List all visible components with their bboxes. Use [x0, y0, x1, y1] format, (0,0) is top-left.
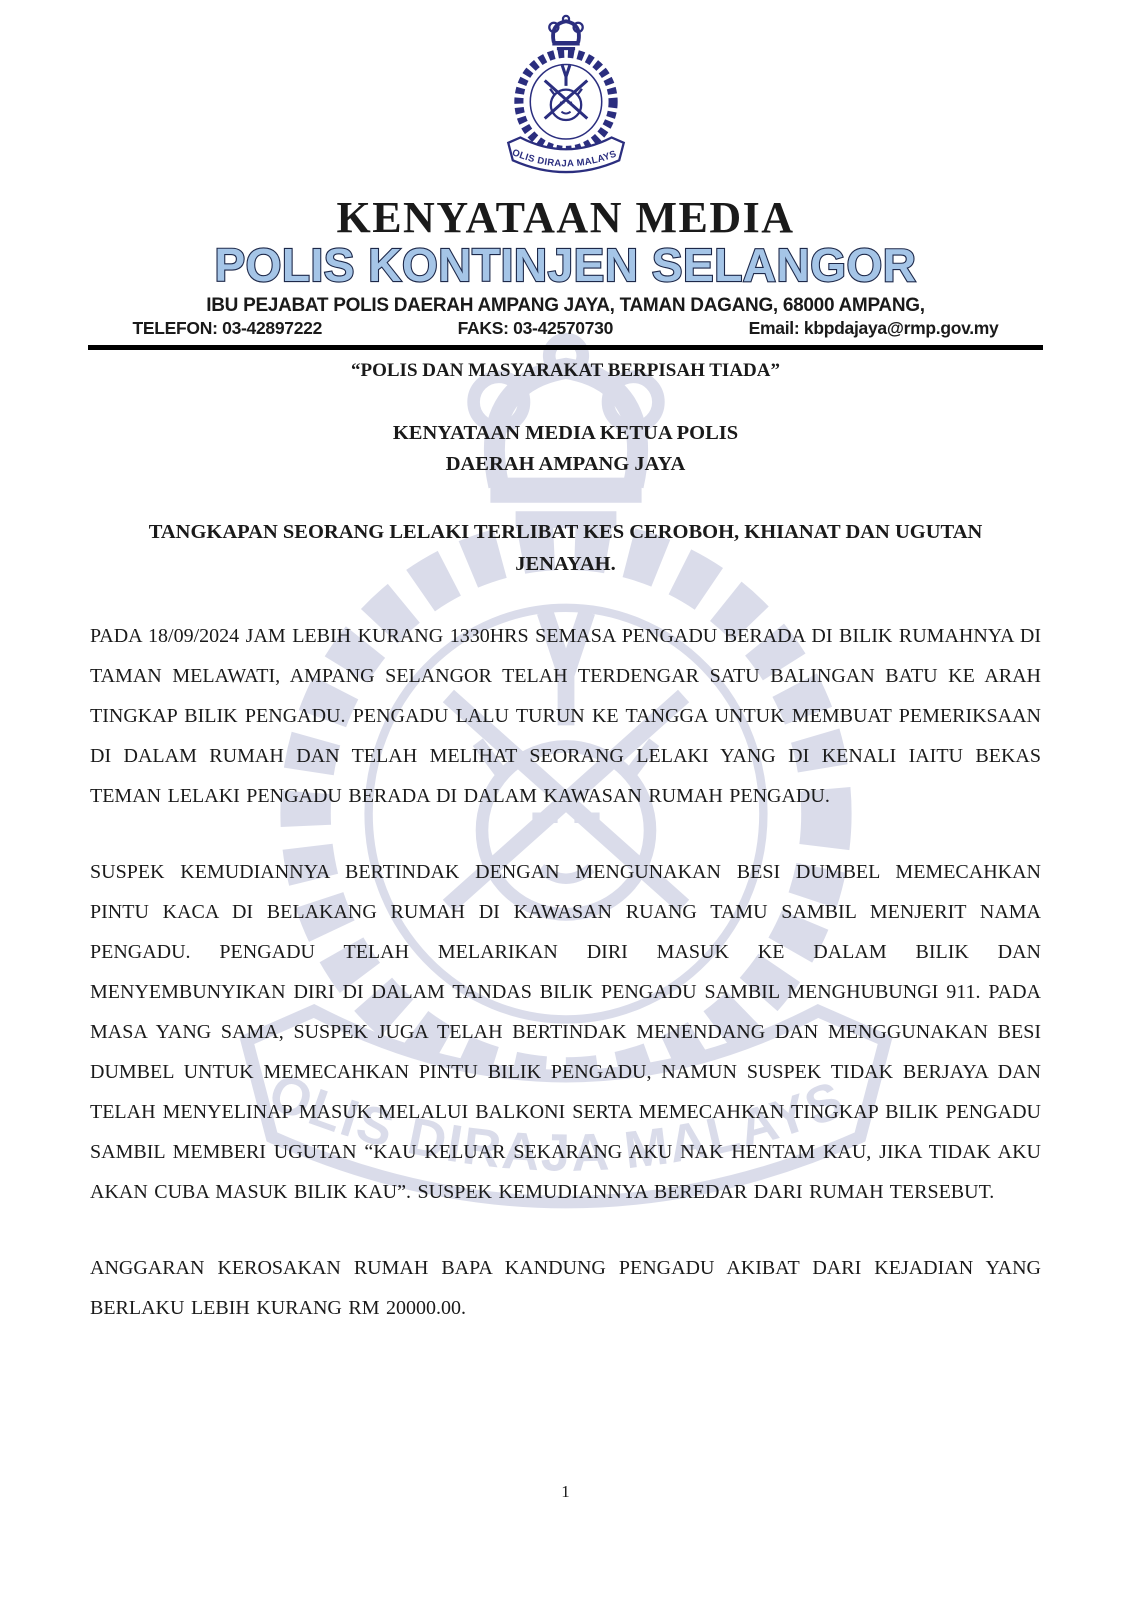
heading-line-1: KENYATAAN MEDIA KETUA POLIS	[392, 421, 739, 444]
contingent-title: POLIS KONTINJEN SELANGOR	[214, 239, 917, 291]
subject-title: TANGKAPAN SEORANG LELAKI TERLIBAT KES CEROBOH, KHIANAT DAN UGUTAN JENAYAH.	[148, 520, 983, 575]
letterhead	[0, 0, 1131, 382]
header-divider	[88, 345, 1043, 350]
email-value: Email: kbpdajaya@rmp.gov.my	[748, 317, 999, 338]
paragraph-3: ANGGARAN KEROSAKAN RUMAH BAPA KANDUNG PENGADU AKIBAT DARI KEJADIAN YANG BERLAKU LEBIH KURANG RM 20000.00.	[90, 1256, 1041, 1319]
contact-row	[133, 319, 999, 338]
address-line: IBU PEJABAT POLIS DAERAH AMPANG JAYA, TAMAN DAGANG, 68000 AMPANG,	[206, 294, 925, 316]
page-title: KENYATAAN MEDIA	[336, 193, 795, 242]
heading-line-2: DAERAH AMPANG JAYA	[445, 452, 686, 475]
motto-text: “POLIS DAN MASYARAKAT BERPISAH TIADA”	[351, 360, 780, 382]
document-heading	[0, 418, 1131, 480]
document-body	[90, 616, 1041, 1328]
faks-value: FAKS: 03-42570730	[457, 317, 614, 338]
paragraph-2: SUSPEK KEMUDIANNYA BERTINDAK DENGAN MENGUNAKAN BESI DUMBEL MEMECAHKAN PINTU KACA DI BELAKANG RUMAH DI KAWASAN RUANG TAMU SAMBIL MENJERIT NAMA PENGADU. PENGADU TELAH MELARIKAN DIRI MASUK KE DALAM BILIK DAN MENYEMBUNYIKAN DIRI DI DALAM TANDAS BILIK PENGADU SAMBIL MENGHUBUNGI 911. PADA MASA YANG SAMA, SUSPEK JUGA TELAH BERTINDAK MENENDANG DAN MENGGUNAKAN BESI DUMBEL UNTUK MEMECAHKAN PINTU BILIK PENGADU, NAMUN SUSPEK TIDAK BERJAYA DAN TELAH MENYELINAP MASUK MELALUI BALKONI SERTA MEMECAHKAN TINGKAP BILIK PENGADU SAMBIL MEMBERI UGUTAN “KAU KELUAR SEKARANG AKU NAK HENTAM KAU, JIKA TIDAK AKU AKAN CUBA MASUK BILIK KAU”. SUSPEK KEMUDIANNYA BEREDAR DARI RUMAH TERSEBUT.	[90, 860, 1041, 1203]
telefon-value: TELEFON: 03-42897222	[132, 317, 323, 338]
page-number: 1	[561, 1482, 570, 1501]
police-crest-icon	[490, 12, 642, 187]
paragraph-1: PADA 18/09/2024 JAM LEBIH KURANG 1330HRS SEMASA PENGADU BERADA DI BILIK RUMAHNYA DI TAMAN MELAWATI, AMPANG SELANGOR TELAH TERDENGAR SATU BALINGAN BATU KE ARAH TINGKAP BILIK PENGADU. PENGADU LALU TURUN KE TANGGA UNTUK MEMBUAT PEMERIKSAAN DI DALAM RUMAH DAN TELAH MELIHAT SEORANG LELAKI YANG DI KENALI IAITU BEKAS TEMAN LELAKI PENGADU BERADA DI DALAM KAWASAN RUMAH PENGADU.	[90, 624, 1041, 807]
